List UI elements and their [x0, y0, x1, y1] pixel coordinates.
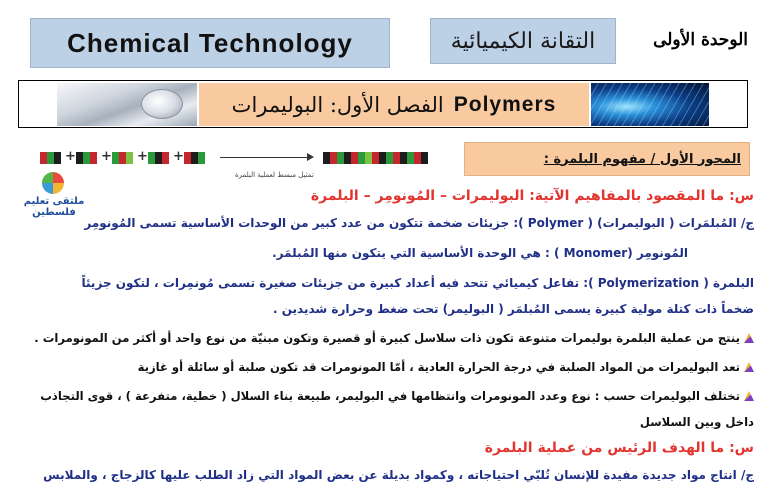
answer-purpose: ج/ انتاج مواد جديدة مفيدة للإنسان تُلبّي احتياجاته ، وكمواد بديلة عن بعض المواد التي زاد الطلب عليها كالزجاج ، والملابس: [43, 468, 754, 482]
question-1: س: ما المقصود بالمفاهيم الآتية: البوليمرات – المُونومِر – البلمرة: [310, 188, 754, 204]
optical-fiber-image: [591, 83, 709, 126]
monomer-unit: [148, 152, 169, 164]
unit-label: الوحدة الأولى: [653, 30, 748, 50]
polymerization-diagram: [40, 140, 440, 180]
chapter-banner: [18, 80, 748, 128]
logo-icon: [42, 172, 64, 194]
bullet-icon: [744, 333, 754, 343]
bullet-icon: [744, 391, 754, 401]
polymer-chain: [323, 152, 428, 164]
monomer-unit: [76, 152, 97, 164]
bullet-item: ينتج من عملية البلمرة بوليمرات متنوعة تكون ذات سلاسل كبيرة أو قصيرة وتكون مبنيّة من نوع واحد أو أكثر من المونومرات .: [34, 331, 754, 345]
bullet-icon: [744, 362, 754, 372]
answer-polymerization-def: البلمرة ( Polymerization ): تفاعل كيميائي تتحد فيه أعداد كبيرة من جزيئات صغيرة تسمى مُونمِرات ، لتكون جزيئاً: [81, 276, 754, 290]
answer-polymer-def: ج/ المُبلمَرات ( البوليمرات) ( Polymer ): جزيئات ضخمة تتكون من عدد كبير من الوحدات الأساسية تسمى المُونومِر: [84, 216, 754, 230]
chapter-title-ar: الفصل الأول: البوليمرات: [231, 92, 444, 117]
diagram-caption: تمثيل مبسط لعملية البلمرة: [235, 171, 314, 179]
plus-sign: +: [173, 149, 184, 164]
reaction-arrow: [220, 157, 312, 158]
bullet-item-continuation: داخل وبين السلاسل: [639, 415, 754, 429]
english-title-box: [30, 18, 390, 68]
plus-sign: +: [101, 149, 112, 164]
forum-logo: [8, 172, 100, 216]
arabic-title-box: [430, 18, 616, 64]
plastic-roll-image: [57, 83, 197, 126]
arabic-title: التقانة الكيميائية: [450, 28, 596, 54]
section-heading-box: [464, 142, 750, 176]
answer-monomer-def: المُونومِر (Monomer ) : هي الوحدة الأساسية التي يتكون منها المُبلمَر.: [272, 246, 688, 260]
english-title: Chemical Technology: [67, 27, 353, 58]
chapter-title-en: Polymers: [453, 92, 557, 116]
monomer-unit: [184, 152, 205, 164]
bullet-item: تختلف البوليمرات حسب : نوع وعدد المونومرات وانتظامها في البوليمر، طبيعة بناء السلال ( خطية، متفرعة ) ، قوى التجاذب: [40, 389, 754, 403]
plus-sign: +: [137, 149, 148, 164]
plus-sign: +: [65, 149, 76, 164]
section-title: المحور الأول / مفهوم البلمرة :: [543, 151, 741, 167]
answer-polymerization-def-cont: ضخماً ذات كتلة مولية كبيرة يسمى المُبلمَر ( البوليمر) تحت ضغط وحرارة شديدين .: [272, 302, 754, 316]
monomer-unit: [112, 152, 133, 164]
monomer-unit: [40, 152, 61, 164]
question-2: س: ما الهدف الرئيس من عملية البلمرة: [484, 440, 754, 456]
logo-text: ملتقى تعليم فلسطين: [23, 196, 85, 218]
bullet-item: تعد البوليمرات من المواد الصلبة في درجة الحرارة العادية ، أمّا المونومرات قد تكون صلبة أو سائلة أو غازية: [138, 360, 754, 374]
chapter-title: [199, 83, 589, 126]
